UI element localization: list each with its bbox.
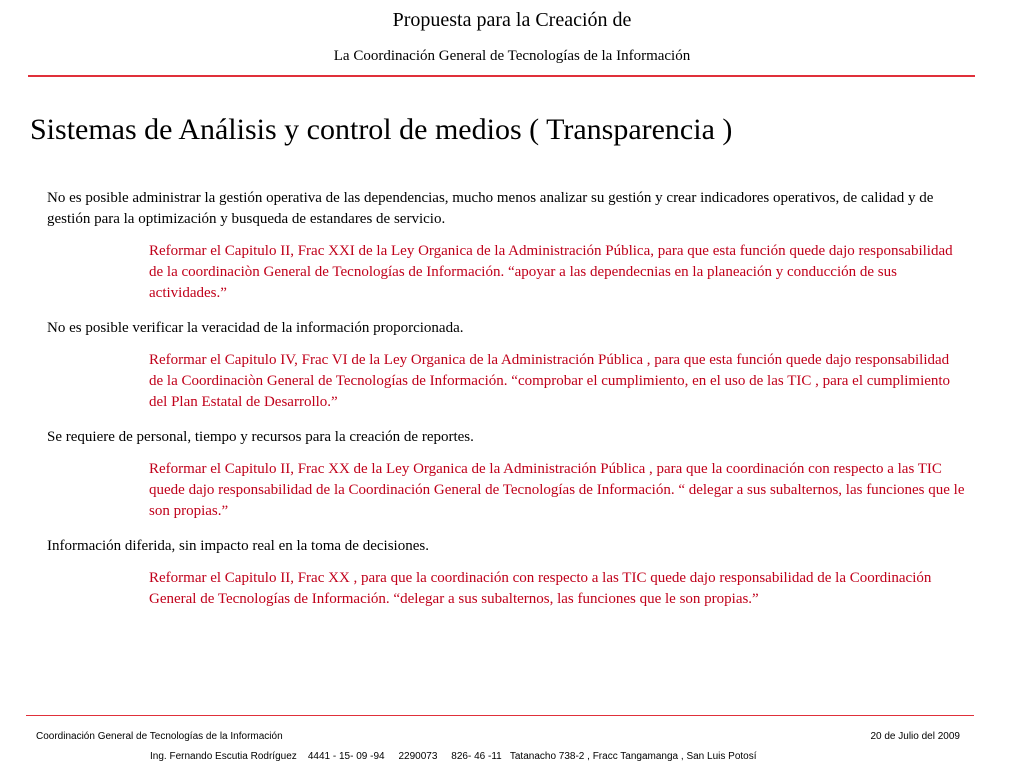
- issue-text: Información diferida, sin impacto real en la toma de decisiones.: [47, 538, 429, 554]
- header-subtitle: La Coordinación General de Tecnologías de la Información: [333, 48, 691, 64]
- issue-text: No es posible verificar la veracidad de la información proporcionada.: [47, 320, 464, 336]
- header-divider: [28, 75, 975, 77]
- issue-text: Se requiere de personal, tiempo y recursos para la creación de reportes.: [47, 429, 474, 445]
- reform-text: Reformar el Capitulo II, Frac XXI de la Ley Organica de la Administración Pública, para que esta función quede dajo responsabilidad de la coordinaciòn General de Tecnologías de Información. “apoyar a las dependecnias en la planeación y conducción de sus actividades.”: [149, 243, 953, 301]
- content-body: [47, 188, 967, 610]
- issue-block: [47, 188, 967, 304]
- issue-text: No es posible administrar la gestión operativa de las dependencias, mucho menos analizar su gestión y crear indicadores operativos, de calidad y de gestión para la optimización y busqueda de estandares de servicio.: [47, 190, 934, 227]
- issue-block: [47, 318, 967, 413]
- section-title: Sistemas de Análisis y control de medios ( Transparencia ): [30, 113, 733, 146]
- footer-contact: Ing. Fernando Escutia Rodríguez 4441 - 15- 09 -94 2290073 826- 46 -11 Tatanacho 738-2 , Fracc Tangamanga , San Luis Potosí: [150, 751, 757, 762]
- footer-date: 20 de Julio del 2009: [870, 731, 960, 742]
- reform-text: Reformar el Capitulo II, Frac XX de la Ley Organica de la Administración Pública , para que la coordinación con respecto a las TIC quede dajo responsabilidad de la Coordinación General de Tecnologías de Información. “ delegar a sus subalternos, las funciones que le son propias.”: [149, 461, 965, 519]
- reform-text: Reformar el Capitulo II, Frac XX , para que la coordinación con respecto a las TIC quede dajo responsabilidad de la Coordinación General de Tecnologías de Información. “delegar a sus subalternos, las funciones que le son propias.”: [149, 570, 932, 607]
- reform-text: Reformar el Capitulo IV, Frac VI de la Ley Organica de la Administración Pública , para que esta función quede dajo responsabilidad de la Coordinaciòn General de Tecnologías de Información. “comprobar el cumplimiento, en el uso de las TIC , para el cumplimiento del Plan Estatal de Desarrollo.”: [149, 352, 951, 410]
- issue-block: [47, 536, 967, 610]
- footer-organization: Coordinación General de Tecnologías de la Información: [36, 731, 283, 742]
- footer-divider: [26, 715, 974, 716]
- header-title: Propuesta para la Creación de: [392, 9, 632, 31]
- issue-block: [47, 427, 967, 522]
